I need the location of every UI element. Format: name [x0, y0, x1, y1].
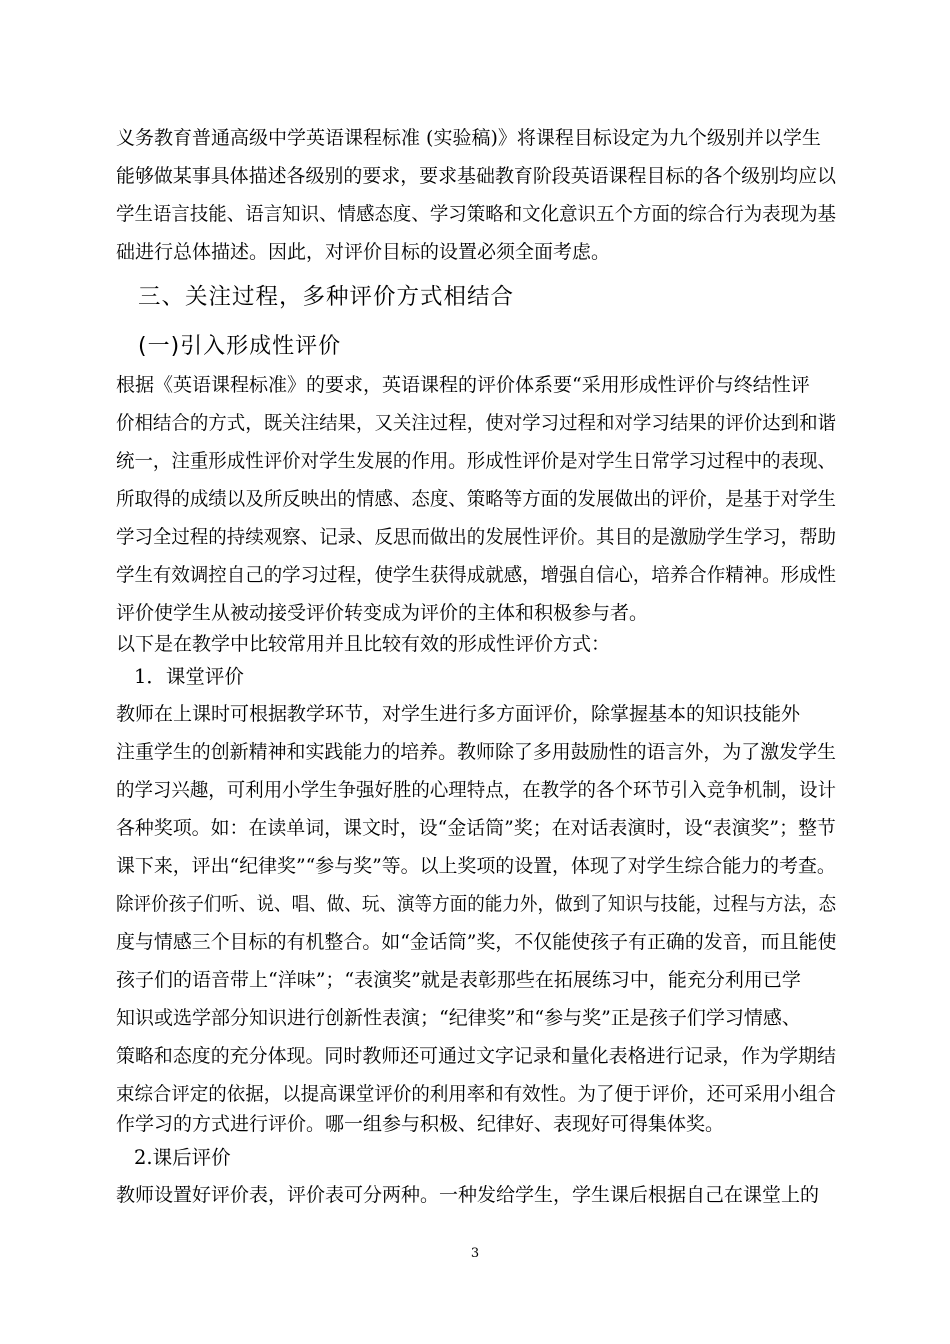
item-heading-classroom: 1．课堂评价 [134, 665, 244, 688]
body-line: 能够做某事具体描述各级别的要求，要求基础教育阶段英语课程目标的各个级别均应以 [116, 165, 837, 187]
body-line: 价相结合的方式，既关注结果，又关注过程，使对学习过程和对学习结果的评价达到和谐 [116, 412, 837, 434]
body-line: 孩子们的语音带上“洋味”；“表演奖”就是表彰那些在拓展练习中，能充分利用已学 [116, 969, 801, 991]
body-line: 根据《英语课程标准》的要求，英语课程的评价体系要“采用形成性评价与终结性评 [116, 374, 810, 396]
body-line: 统一，注重形成性评价对学生发展的作用。形成性评价是对学生日常学习过程中的表现、 [116, 450, 837, 472]
body-line: 的学习兴趣，可利用小学生争强好胜的心理特点，在教学的各个环节引入竞争机制，设计 [116, 779, 837, 801]
body-line: 作学习的方式进行评价。哪一组参与积极、纪律好、表现好可得集体奖。 [116, 1113, 725, 1135]
body-line: 度与情感三个目标的有机整合。如“金话筒”奖，不仅能使孩子有正确的发音，而且能使 [116, 931, 837, 953]
body-line: 义务教育普通高级中学英语课程标准 (实验稿)》将课程目标设定为九个级别并以学生 [116, 127, 821, 149]
body-line: 学生语言技能、语言知识、情感态度、学习策略和文化意识五个方面的综合行为表现为基 [116, 203, 837, 225]
body-line: 学生有效调控自己的学习过程，使学生获得成就感，增强自信心，培养合作精神。形成性 [116, 564, 837, 586]
body-line: 策略和态度的充分体现。同时教师还可通过文字记录和量化表格进行记录，作为学期结 [116, 1045, 837, 1067]
body-line: 所取得的成绩以及所反映出的情感、态度、策略等方面的发展做出的评价，是基于对学生 [116, 488, 837, 510]
body-line: 除评价孩子们听、说、唱、做、玩、演等方面的能力外，做到了知识与技能，过程与方法，态 [116, 893, 837, 915]
body-line: 课下来，评出“纪律奖”“参与奖”等。以上奖项的设置，体现了对学生综合能力的考查。 [116, 855, 836, 877]
body-line: 教师在上课时可根据教学环节，对学生进行多方面评价，除掌握基本的知识技能外 [116, 703, 801, 725]
body-line: 各种奖项。如：在读单词，课文时，设“金话筒”奖；在对话表演时，设“表演奖”；整节 [116, 817, 836, 839]
item-heading-after-class: 2.课后评价 [134, 1146, 231, 1169]
body-line: 教师设置好评价表，评价表可分两种。一种发给学生，学生课后根据自己在课堂上的 [116, 1184, 820, 1206]
subsection-heading: (一)引入形成性评价 [138, 334, 342, 359]
section-heading: 三、关注过程，多种评价方式相结合 [138, 284, 515, 310]
body-line: 础进行总体描述。因此，对评价目标的设置必须全面考虑。 [116, 241, 611, 263]
body-line: 评价使学生从被动接受评价转变成为评价的主体和积极参与者。 [116, 602, 649, 624]
body-line: 以下是在教学中比较常用并且比较有效的形成性评价方式： [116, 633, 611, 655]
body-line: 束综合评定的依据，以提高课堂评价的利用率和有效性。为了便于评价，还可采用小组合 [116, 1083, 837, 1105]
body-line: 学习全过程的持续观察、记录、反思而做出的发展性评价。其目的是激励学生学习，帮助 [116, 526, 837, 548]
page-number: 3 [470, 1246, 480, 1261]
body-line: 注重学生的创新精神和实践能力的培养。教师除了多用鼓励性的语言外，为了激发学生 [116, 741, 837, 763]
body-line: 知识或选学部分知识进行创新性表演；“纪律奖”和“参与奖”正是孩子们学习情感、 [116, 1007, 801, 1029]
